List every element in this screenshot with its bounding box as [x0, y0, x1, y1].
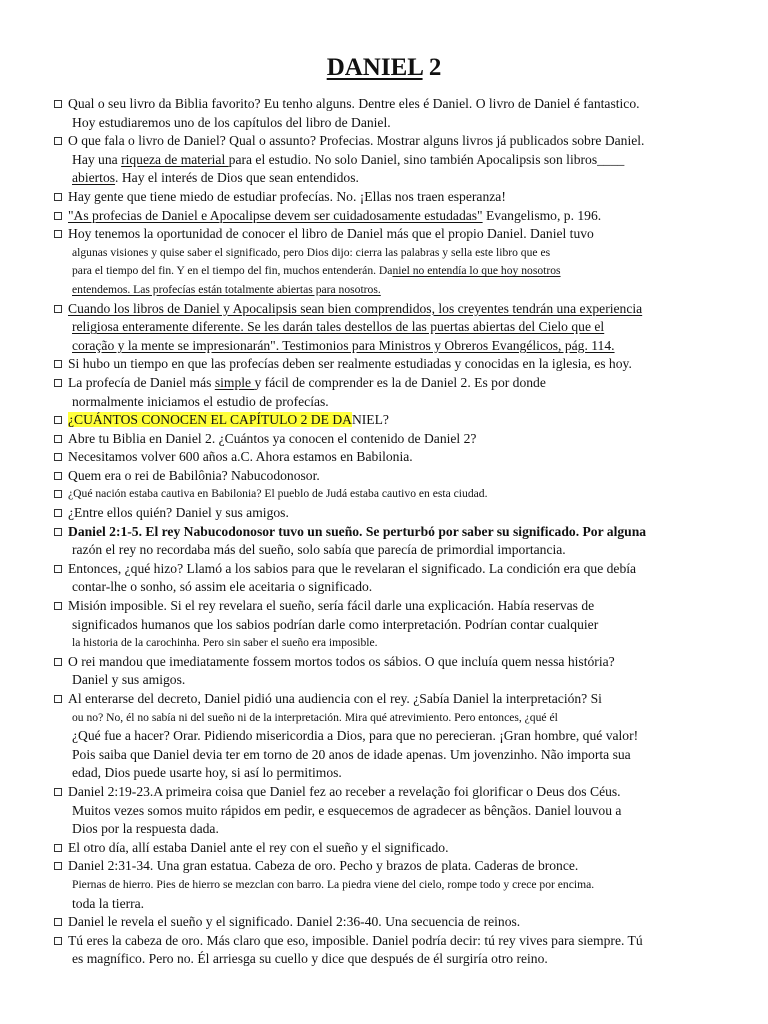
line-text: Al enterarse del decreto, Daniel pidió una audiencia con el rey. ¿Sabía Daniel la interpretación? Si [68, 691, 602, 706]
bullet-item [52, 467, 752, 486]
text-line [68, 802, 752, 821]
text-line [68, 281, 752, 300]
square-bullet-icon [54, 212, 62, 220]
text-line [68, 244, 752, 263]
text-line [68, 448, 752, 467]
text-line [68, 764, 752, 783]
line-text: es magnífico. Pero no. Él arriesga su cuello y dice que después de él surgiría otro reino. [72, 951, 548, 967]
text-line [68, 578, 752, 597]
bullet-item [52, 839, 752, 858]
line-text: O que fala o livro de Daniel? Qual o assunto? Profecias. Mostrar alguns livros já publicados sobre Daniel. [68, 133, 645, 149]
underlined-text: "As profecias de Daniel e Apocalipse devem ser cuidadosamente estudadas" [68, 207, 483, 223]
line-text: Necesitamos volver 600 años a.C. Ahora estamos en Babilonia. [68, 449, 413, 465]
text-line [68, 932, 752, 951]
square-bullet-icon [54, 490, 62, 498]
text-line [68, 169, 752, 188]
bullet-item [52, 932, 752, 969]
text-line [68, 690, 752, 709]
text-line [68, 653, 752, 672]
square-bullet-icon [54, 416, 62, 424]
line-text: Daniel 2:19-23.A primeira coisa que Daniel fez ao receber a revelação foi glorificar o Deus dos Céus. [68, 783, 621, 799]
bullet-item [52, 411, 752, 430]
text-line [68, 783, 752, 802]
text-line [68, 467, 752, 486]
text-line [68, 616, 752, 635]
line-text: La profecía de Daniel más [68, 374, 215, 390]
square-bullet-icon [54, 658, 62, 666]
text-line [68, 597, 752, 616]
square-bullet-icon [54, 435, 62, 443]
line-text: Hoy estudiaremos uno de los capítulos del libro de Daniel. [72, 114, 391, 130]
line-text: ou no? No, él no sabía ni del sueño ni de la interpretación. Mira qué atrevimiento. Pero entonces, ¿qué él [72, 710, 558, 724]
square-bullet-icon [54, 695, 62, 703]
underlined-text: riqueza de material [121, 151, 229, 167]
bullet-item [52, 653, 752, 690]
underlined-text: simple [214, 374, 255, 390]
line-text: y fácil de comprender es la de Daniel 2. Es por donde [254, 374, 546, 390]
bullet-item [52, 857, 752, 913]
text-line [68, 913, 752, 932]
text-line [68, 430, 752, 449]
line-text: Daniel le revela el sueño y el significado. Daniel 2:36-40. Una secuencia de reinos. [68, 914, 521, 930]
line-text: para el tiempo del fin. Y en el tiempo del fin, muchos entenderán. Da [72, 264, 393, 278]
line-text: Tú eres la cabeza de oro. Más claro que eso, imposible. Daniel podría decir: tú rey vives para siempre. Tú [68, 932, 643, 948]
text-line [68, 727, 752, 746]
square-bullet-icon [54, 862, 62, 870]
line-text: Piernas de hierro. Pies de hierro se mezclan con barro. La piedra viene del cielo, rompe todo y crece por encima. [72, 877, 595, 891]
bullet-item [52, 485, 752, 504]
text-line [68, 950, 752, 969]
square-bullet-icon [54, 230, 62, 238]
underlined-text: entendemos. Las profecías están totalmente abiertas para nosotros. [72, 282, 381, 296]
text-line [68, 151, 752, 170]
text-line [68, 300, 752, 319]
line-text: Daniel 2:31-34. Una gran estatua. Cabeza de oro. Pecho y brazos de plata. Caderas de bronce. [68, 858, 579, 874]
square-bullet-icon [54, 602, 62, 610]
line-text: para el estudio. No solo Daniel, sino también Apocalipsis son libros____ [228, 151, 625, 167]
text-line [68, 876, 752, 895]
text-line [68, 671, 752, 690]
square-bullet-icon [54, 193, 62, 201]
text-line [68, 560, 752, 579]
text-line [68, 820, 752, 839]
underlined-text: religiosa enteramente diferente. Se les darán tales destellos de las puertas abiertas del Cielo que el [72, 319, 605, 335]
text-line [68, 523, 752, 542]
line-text: ¿Entre ellos quién? Daniel y sus amigos. [68, 505, 289, 521]
bullet-item [52, 300, 752, 356]
square-bullet-icon [54, 509, 62, 517]
bullet-item [52, 132, 752, 188]
line-text: Pois saiba que Daniel devia ter em torno de 20 anos de idade apenas. Um jovenzinho. Não importa sua [72, 746, 631, 762]
line-text: edad, Dios puede usarte hoy, si así lo permitimos. [72, 765, 342, 781]
line-text: Abre tu Biblia en Daniel 2. ¿Cuántos ya conocen el contenido de Daniel 2? [68, 430, 477, 446]
line-text: Daniel y sus amigos. [72, 672, 186, 688]
square-bullet-icon [54, 379, 62, 387]
text-line [68, 839, 752, 858]
square-bullet-icon [54, 305, 62, 313]
line-text: normalmente iniciamos el estudio de profecías. [72, 393, 329, 409]
square-bullet-icon [54, 565, 62, 573]
square-bullet-icon [54, 360, 62, 368]
text-line [68, 393, 752, 412]
underlined-text: niel no entendía lo que hoy nosotros [392, 264, 561, 278]
bullet-item [52, 188, 752, 207]
text-line [68, 411, 752, 430]
bullet-item [52, 523, 752, 560]
bullet-item [52, 597, 752, 653]
line-text: Hay gente que tiene miedo de estudiar profecías. No. ¡Ellas nos traen esperanza! [68, 188, 506, 204]
line-text: ¿Qué fue a hacer? Orar. Pidiendo misericordia a Dios, para que no perecieran. ¡Gran hombre, qué valor! [72, 728, 639, 744]
text-line [68, 207, 752, 226]
bullet-item [52, 913, 752, 932]
text-line [68, 504, 752, 523]
title-main: DANIEL [326, 54, 423, 81]
bullet-item [52, 430, 752, 449]
line-text: Evangelismo, p. 196. [482, 207, 602, 223]
text-line [68, 374, 752, 393]
line-text: Dios por la respuesta dada. [72, 821, 219, 837]
underlined-text: Cuando los libros de Daniel y Apocalipsis sean bien comprendidos, los creyentes tendrán una experiencia [68, 300, 643, 316]
bullet-item [52, 225, 752, 299]
highlighted-text: ¿CUÁNTOS CONOCEN EL CAPÍTULO 2 DE DA [68, 412, 352, 428]
underlined-text: coração y la mente se impresionarán". Testimonios para Ministros y Obreros Evangélicos, pág. 114. [72, 337, 615, 353]
line-text: la historia de la carochinha. Pero sin saber el sueño era imposible. [72, 636, 378, 650]
line-text: significados humanos que los sabios podrían darle como interpretación. Podrían contar cualquier [72, 616, 599, 632]
line-text: Entonces, ¿qué hizo? Llamó a los sabios para que le revelaran el significado. La condición era que debía [68, 560, 637, 576]
text-line [68, 895, 752, 914]
line-text: . Hay el interés de Dios que sean entendidos. [115, 170, 359, 186]
text-line [68, 541, 752, 560]
text-line [68, 95, 752, 114]
underlined-text: abiertos [72, 170, 116, 186]
text-line [68, 355, 752, 374]
square-bullet-icon [54, 453, 62, 461]
line-text: Hay una [72, 151, 122, 167]
line-text: Hoy tenemos la oportunidad de conocer el libro de Daniel más que el propio Daniel. Daniel tuvo [68, 226, 594, 242]
square-bullet-icon [54, 472, 62, 480]
text-line [68, 225, 752, 244]
bullet-item [52, 504, 752, 523]
bold-text: Daniel 2:1-5. El rey Nabucodonosor tuvo un sueño. Se perturbó por saber su significado. Por alguna [68, 523, 647, 539]
line-text: O rei mandou que imediatamente fossem mortos todos os sábios. O que incluía quem nessa história? [68, 653, 615, 669]
line-text: algunas visiones y quise saber el significado, pero Dios dijo: cierra las palabras y sella este libro que es [72, 245, 551, 259]
bullet-item [52, 690, 752, 783]
text-line [68, 337, 752, 356]
page-title [0, 52, 768, 84]
text-line [68, 132, 752, 151]
square-bullet-icon [54, 528, 62, 536]
line-text: Muitos vezes somos muito rápidos em pedir, e esquecemos de agradecer as bênçãos. Daniel louvou a [72, 802, 622, 818]
line-text: toda la tierra. [72, 895, 145, 911]
square-bullet-icon [54, 788, 62, 796]
text-line [68, 709, 752, 728]
line-text: Misión imposible. Si el rey revelara el sueño, sería fácil darle una explicación. Había reservas de [68, 598, 595, 614]
line-text: razón el rey no recordaba más del sueño, solo sabía que parecía de primordial importancia. [72, 542, 566, 558]
line-text: ¿Qué nación estaba cautiva en Babilonia? El pueblo de Judá estaba cautivo en esta ciudad. [68, 487, 488, 501]
text-line [68, 746, 752, 765]
bullet-item [52, 560, 752, 597]
bullet-item [52, 448, 752, 467]
bullet-item [52, 95, 752, 132]
line-text: Si hubo un tiempo en que las profecías deben ser realmente estudiadas y conocidas en la iglesia, es hoy. [68, 356, 632, 372]
text-line [68, 634, 752, 653]
line-text: NIEL? [351, 412, 389, 428]
bullet-item [52, 374, 752, 411]
text-line [68, 318, 752, 337]
text-line [68, 188, 752, 207]
bullet-item [52, 783, 752, 839]
bullet-item [52, 207, 752, 226]
text-line [68, 485, 752, 504]
bullet-item [52, 355, 752, 374]
line-text: El otro día, allí estaba Daniel ante el rey con el sueño y el significado. [68, 839, 449, 855]
square-bullet-icon [54, 844, 62, 852]
document-body [52, 95, 752, 969]
square-bullet-icon [54, 100, 62, 108]
text-line [68, 262, 752, 281]
text-line [68, 114, 752, 133]
square-bullet-icon [54, 137, 62, 145]
square-bullet-icon [54, 937, 62, 945]
text-line [68, 857, 752, 876]
title-number: 2 [422, 54, 442, 81]
square-bullet-icon [54, 918, 62, 926]
line-text: Quem era o rei de Babilônia? Nabucodonosor. [68, 467, 320, 483]
line-text: Qual o seu livro da Biblia favorito? Eu tenho alguns. Dentre eles é Daniel. O livro de Daniel é fantastico. [68, 96, 640, 111]
line-text: contar-lhe o sonho, só assim ele aceitaria o significado. [72, 579, 373, 595]
